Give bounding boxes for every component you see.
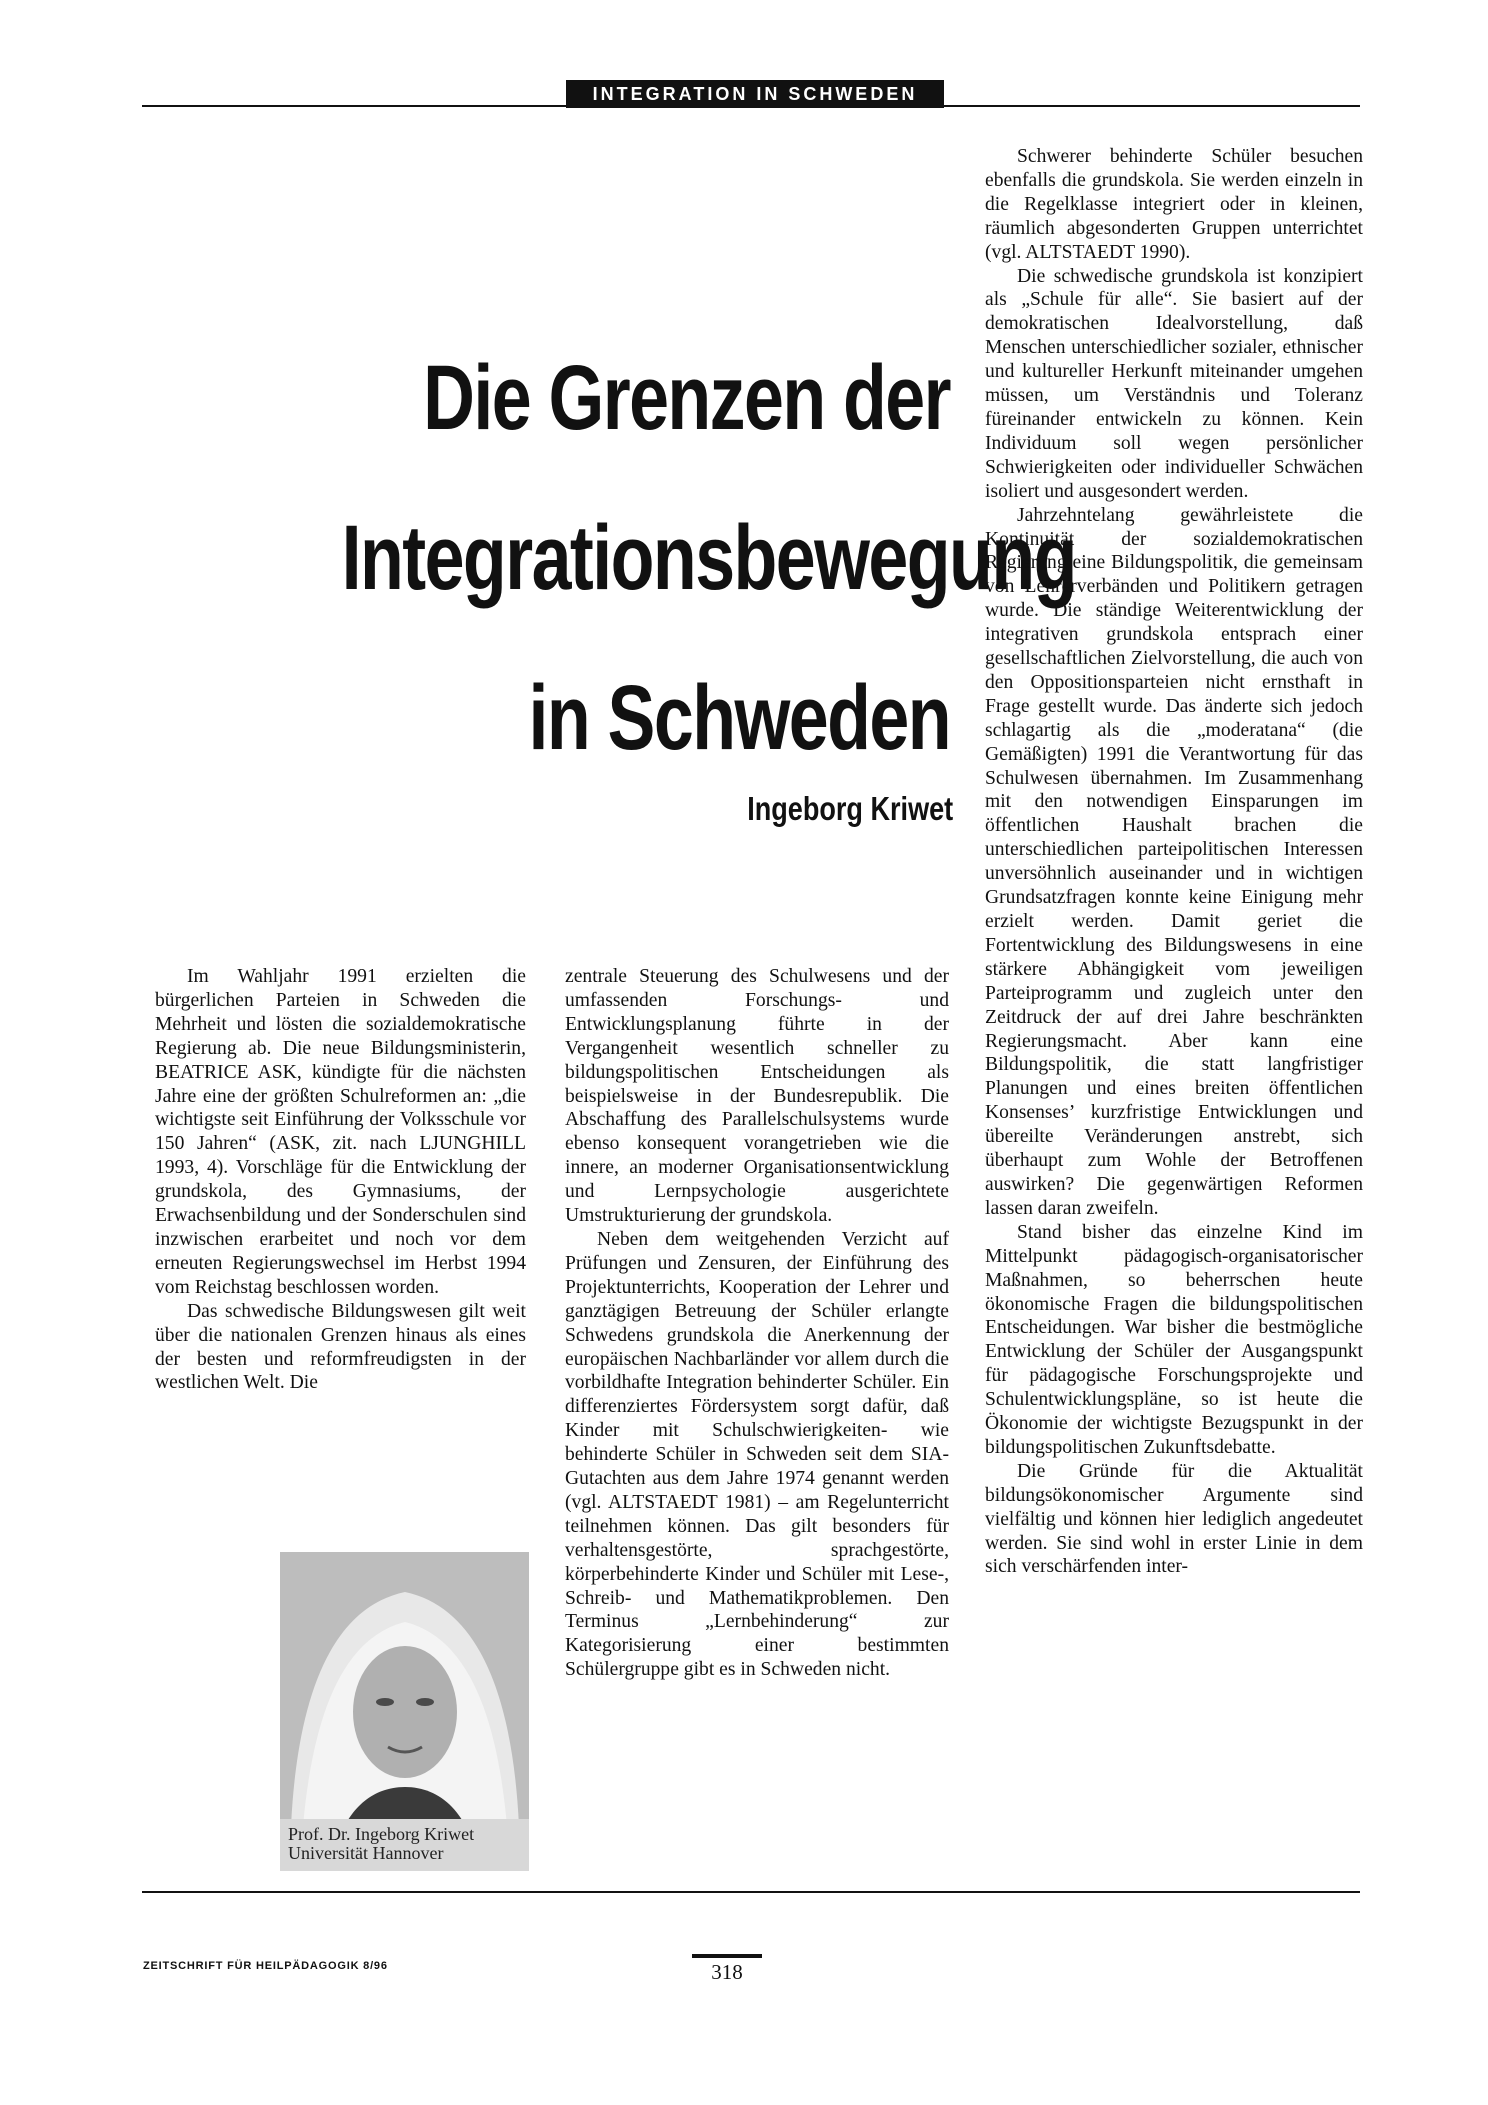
title-line-2: Integrationsbewegung (341, 507, 1076, 609)
paragraph: Die Gründe für die Aktualität bildungsökonomischer Argumente sind vielfältig und können hier lediglich angedeutet werden. Sie sind wohl in erster Linie in dem sich verschärfenden inter- (985, 1460, 1363, 1578)
text-column-1 (155, 965, 526, 1395)
paragraph: Neben dem weitgehenden Verzicht auf Prüfungen und Zensuren, der Einführung des Projektunterrichts, Kooperation der Lehrer und ganztägigen Betreuung der Schüler erlangte Schwedens grundskola die Anerkennung der europäischen Nachbarländer vor allem durch die vorbildhafte Integration behinderter Schüler. Ein differenziertes Fördersystem sorgt dafür, daß Kinder mit Schulschwierigkeiten- wie behinderte Schüler in Schweden seit dem SIA-Gutachten aus dem Jahre 1974 genannt werden (vgl. ALTSTAEDT 1981) – am Regelunterricht teilnehmen können. Das gilt besonders für verhaltensgestörte, sprachgestörte, körperbehinderte Kinder und Schüler mit Lese-, Schreib- und Mathematikproblemen. Den Terminus „Lernbehinderung“ zur Kategorisierung einer bestimmten Schülergruppe gibt es in Schweden nicht. (565, 1228, 949, 1681)
paragraph: Schwerer behinderte Schüler besuchen ebenfalls die grundskola. Sie werden einzeln in die Regelklasse integriert oder in kleinen, räumlich abgesonderten Gruppen unterrichtet (vgl. ALTSTAEDT 1990). (985, 146, 1363, 263)
article-title (341, 318, 1076, 798)
title-line-3: in Schweden (528, 667, 950, 769)
title-line-1: Die Grenzen der (423, 347, 950, 449)
journal-name: ZEITSCHRIFT FÜR HEILPÄDAGOGIK 8/96 (143, 1960, 388, 1972)
text-column-3 (985, 145, 1363, 1579)
footer-rule (142, 1891, 1360, 1893)
caption-name: Prof. Dr. Ingeborg Kriwet (288, 1824, 475, 1844)
author-photo (280, 1552, 529, 1871)
photo-caption (280, 1819, 529, 1871)
paragraph: Das schwedische Bildungswesen gilt weit über die nationalen Grenzen hinaus als eines der besten und reformfreudigsten in der westlichen Welt. Die (155, 1300, 526, 1394)
page-number: 318 (711, 1960, 743, 1984)
page-number-bar (692, 1954, 762, 1958)
author-name: Ingeborg Kriwet (747, 790, 953, 827)
paragraph: zentrale Steuerung des Schulwesens und der umfassenden Forschungs- und Entwicklungsplanung führte in der Vergangenheit wesentlich schneller zu bildungspolitischen Entscheidungen als beispielsweise in der Bundesrepublik. Die Abschaffung des Parallelschulsystems wurde ebenso konsequent vorangetrieben wie die innere, an moderner Organisationsentwicklung und Lernpsychologie ausgerichtete Umstrukturierung der grundskola. (565, 966, 949, 1227)
paragraph: Jahrzehntelang gewährleistete die Kontinuität der sozialdemokratischen Regierung eine Bildungspolitik, die gemeinsam von Lehrerverbänden und Politikern getragen wurde. Die ständige Weiterentwicklung der integrativen grundskola entsprach einer gesellschaftlichen Zielvorstellung, die auch von den Oppositionsparteien nicht ernsthaft in Frage gestellt wurde. Das änderte sich jedoch schlagartig als die „moderatana“ (die Gemäßigten) 1991 die Verantwortung für das Schulwesen übernahmen. Im Zusammenhang mit den notwendigen Einsparungen im öffentlichen Haushalt brachen die unterschiedlichen parteipolitischen Interessen unversöhnlich auseinander und in wichtigen Grundsatzfragen konnte keine Einigung mehr erzielt werden. Damit geriet die Fortentwicklung des Bildungswesens in eine stärkere Abhängigkeit vom jeweiligen Parteiprogramm und zugleich unter den Zeitdruck der auf drei Jahre beschränkten Regierungsmacht. Aber kann eine Bildungspolitik, die statt langfristiger Planungen und eines breiten öffentlichen Konsenses’ kurzfristige Entwicklungen und übereilte Veränderungen anstrebt, sich überhaupt zum Wohle der Betroffenen auswirken? Die gegenwärtigen Reformen lassen daran zweifeln. (985, 504, 1363, 1219)
paragraph: Im Wahljahr 1991 erzielten die bürgerlichen Parteien in Schweden die Mehrheit und lösten die sozialdemokratische Regierung ab. Die neue Bildungsministerin, BEATRICE ASK, kündigte für die nächsten Jahre eine der größten Schulreformen an: „die wichtigste seit Einführung der Volksschule vor 150 Jahren“ (ASK, zit. nach LJUNGHILL 1993, 4). Vorschläge für die Entwicklung der grundskola, des Gymnasiums, der Erwachsenbildung und der Sonderschulen sind inzwischen erarbeitet und noch vor dem erneuten Regierungswechsel im Herbst 1994 vom Reichstag beschlossen worden. (155, 966, 526, 1298)
caption-affiliation: Universität Hannover (288, 1843, 444, 1863)
paragraph: Stand bisher das einzelne Kind im Mittelpunkt pädagogisch-organisatorischer Maßnahmen, so beherrschen heute ökonomische Fragen die bildungspolitischen Entscheidungen. War bisher die bestmögliche Entwicklung der Schüler der Ausgangspunkt für pädagogische Forschungsprojekte und Schulentwicklungspläne, so ist heute die Ökonomie der wichtigste Bezugspunkt in der bildungspolitischen Zukunftsdebatte. (985, 1221, 1363, 1458)
running-header: INTEGRATION IN SCHWEDEN (566, 80, 944, 108)
text-column-2 (565, 965, 949, 1682)
paragraph: Die schwedische grundskola ist konzipiert als „Schule für alle“. Sie basiert auf der demokratischen Idealvorstellung, daß Menschen unterschiedlicher sozialer, ethnischer und kultureller Herkunft miteinander umgehen müssen, um Verständnis und Toleranz füreinander entwickeln zu können. Kein Individuum soll wegen persönlicher Schwierigkeiten oder individueller Schwächen isoliert und ausgesondert werden. (985, 265, 1363, 502)
